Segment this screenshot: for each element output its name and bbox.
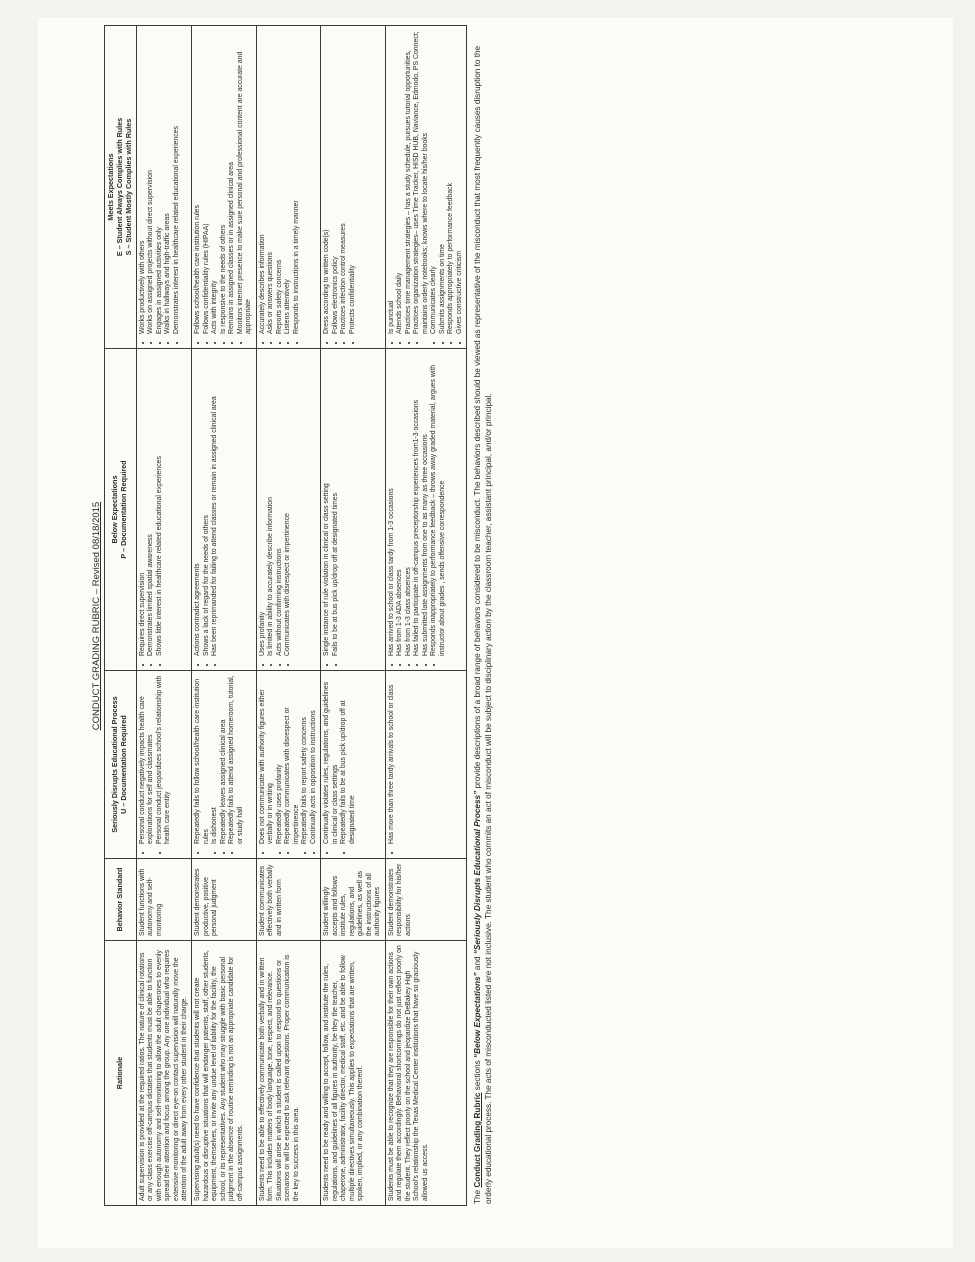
list-item: • Follows electronics policy xyxy=(332,30,340,334)
list-item: • Practices time management strategies – has a study schedule, pursues tutorial opportunities, xyxy=(405,30,413,334)
list-item: • Demonstrates limited spatial awareness xyxy=(147,353,155,656)
list-item: • Accurately describes information xyxy=(259,30,267,334)
table-row xyxy=(256,26,320,1206)
list-item: • Requires direct supervision xyxy=(139,353,147,656)
header-m-sub1: E – Student Always Complies with Rules xyxy=(114,117,124,257)
list-item: • Has more than three tardy arrivals to school or class xyxy=(388,675,396,844)
below-expectations-cell xyxy=(136,349,192,671)
header-row xyxy=(105,26,137,1206)
list-item: • Monitors internet presence to make sure personal and professional content are accurate and appropriate xyxy=(237,30,254,334)
list-item: • Continually acts in opposition to instructions xyxy=(310,675,318,844)
below-expectations-list xyxy=(194,353,219,666)
footer-note xyxy=(473,26,494,1206)
meets-expectations-list xyxy=(259,30,301,344)
list-item: • Repeatedly leaves assigned clinical area xyxy=(220,675,228,844)
below-expectations-list xyxy=(259,353,293,666)
rationale-cell: Students need to be ready and willing to accept, follow, and institute the rules, regulations, and guidelines of all figures in authority, be they the teacher, chaperone, administrator, facility director, medical staff, etc. and be able to follow multiple directives simultaneously. This applies to expectations that are written, spoken, implied, or any combination thereof. xyxy=(321,941,385,1206)
list-item: • Uses profanity xyxy=(259,353,267,656)
document-title: CONDUCT GRADING RUBRIC – Revised 08/18/2015 xyxy=(91,501,102,731)
header-u-sub: U – Documentation Required xyxy=(119,715,129,814)
header-seriously-disrupts xyxy=(105,671,137,859)
list-item: • Fails to be at bus pick up/drop off at designated times xyxy=(332,353,340,656)
header-rationale: Rationale xyxy=(105,941,137,1206)
list-item: • Repeatedly fails to attend assigned homeroom, tutorial, or study hall xyxy=(228,675,245,844)
list-item: • Single instance of rule violation in clinical or class setting xyxy=(323,353,331,656)
list-item: • Responds inappropriately to performance feedback – throws away graded material, argues with instructor about grades , sends offensive correspondence xyxy=(430,353,447,656)
list-item: • Has from 1-3 class absences xyxy=(405,353,413,656)
rationale-cell: Students must be able to recognize that they are responsible for their own actions and regulate them accordingly. Behavioral shortcomings do not just reflect poorly on the student. They reflect poorly on the school and jeopardize DeBakey High School's relationship the Texas Medical Center institutions that have so graciously allowed us access. xyxy=(385,941,466,1206)
table-row xyxy=(192,26,256,1206)
list-item: • Continually violates rules, regulations, and guidelines in clinical or class settings xyxy=(323,675,340,844)
seriously-disrupts-list xyxy=(388,675,396,854)
list-item: • Dress according to written code(s) xyxy=(323,30,331,334)
list-item: • Shows little interest in healthcare related educational experiences xyxy=(156,353,164,656)
header-u-title: Seriously Disrupts Educational Process xyxy=(110,696,120,833)
behavior-standard-cell: Student demonstrates responsibility for his/her actions xyxy=(385,859,466,941)
footer-mid1: sections xyxy=(473,1057,483,1093)
list-item: • Reports safety concerns xyxy=(276,30,284,334)
header-p-title: Below Expectations xyxy=(110,475,120,544)
rubric-body xyxy=(136,26,466,1206)
meets-expectations-cell xyxy=(256,26,320,349)
list-item: • Is dishonest xyxy=(211,675,219,844)
list-item: • Works productively with others xyxy=(139,30,147,334)
meets-expectations-cell xyxy=(321,26,385,349)
list-item: • Is limited in ability to accurately describe information xyxy=(267,353,275,656)
list-item: • Responds to instructions in a timely manner xyxy=(293,30,301,334)
list-item: • Repeatedly communicates with disrespect or impertinence xyxy=(284,675,301,844)
rationale-cell: Students need to be able to effectively communicate both verbally and in written form. This includes matters of body language, tone, respect, and relevance. Situations will arise in which a student is called upon to respond to questions or scenarios or will be expected to ask relevant questions. Proper communication is the key to success in this area. xyxy=(256,941,320,1206)
behavior-standard-cell: Student willingly accepts and follows institute rules, regulations, and guidelines, as well as the instructions of all authority figures xyxy=(321,859,385,941)
below-expectations-list xyxy=(139,353,164,666)
list-item: • Demonstrates interest in healthcare related educational experiences xyxy=(173,30,181,334)
seriously-disrupts-list xyxy=(323,675,357,854)
below-expectations-cell xyxy=(256,349,320,671)
list-item: • Repeatedly fails to report safety concerns xyxy=(301,675,309,844)
list-item: • Works on assigned projects without direct supervision xyxy=(147,30,155,334)
list-item: • Repeatedly fails to follow school/health care institution rules xyxy=(194,675,211,844)
seriously-disrupts-list xyxy=(139,675,173,854)
list-item: • Walks in hallways and high-traffic areas xyxy=(164,30,172,334)
list-item: • Acts with integrity xyxy=(211,30,219,334)
seriously-disrupts-cell xyxy=(256,671,320,859)
table-row xyxy=(136,26,192,1206)
header-m-sub2: S – Student Mostly Complies with Rules xyxy=(123,118,133,256)
behavior-standard-cell: Student demonstrates productive, positive personal judgment xyxy=(192,859,256,941)
footer-pre: The xyxy=(473,1187,483,1204)
meets-expectations-list xyxy=(194,30,253,344)
rationale-cell: Supervising adult(s) need to have confidence that students will not create hazardous or disruptive situations that will endanger patients, staff, other students, equipment, themselves, or invite any undue level of liability for the facility, the school, or its representatives. Any student who may struggle with basic personal judgment in the absence of routine reminding is not an appropriate candidate for off-campus assignments. xyxy=(192,941,256,1206)
seriously-disrupts-cell xyxy=(136,671,192,859)
list-item: • Remains in assigned classes or in assigned clinical area xyxy=(228,30,236,334)
seriously-disrupts-cell xyxy=(321,671,385,859)
list-item: • Acts without confirming instructions xyxy=(276,353,284,656)
footer-mid2: and xyxy=(473,954,483,973)
list-item: • Practices infection control measures xyxy=(340,30,348,334)
list-item: • Personal conduct jeopardizes school's relationship with health care entity xyxy=(156,675,173,844)
meets-expectations-list xyxy=(388,30,464,344)
list-item: • Has failed to participate in off-campus preceptorship experiences from1-3 occasions xyxy=(413,353,421,656)
list-item: • Personal conduct negatively impacts health care explorations for self and classmates xyxy=(139,675,156,844)
list-item: • Has arrived to school or class tardy from 1-3 occasions xyxy=(388,353,396,656)
footer-below-name: “Below Expectations” xyxy=(473,972,483,1058)
meets-expectations-cell xyxy=(192,26,256,349)
table-row xyxy=(321,26,385,1206)
list-item: • Follows school/health care institution rules xyxy=(194,30,202,334)
meets-expectations-list xyxy=(139,30,181,344)
behavior-standard-cell: Student functions with autonomy and self-monitoring xyxy=(136,859,192,941)
list-item: • Repeatedly uses profanity xyxy=(276,675,284,844)
seriously-disrupts-list xyxy=(194,675,245,854)
list-item: • Is responsive to the needs of others xyxy=(220,30,228,334)
list-item: • Communicates with disrespect or impertinence xyxy=(284,353,292,656)
below-expectations-list xyxy=(323,353,340,666)
list-item: • Communicates clearly xyxy=(430,30,438,334)
below-expectations-list xyxy=(388,353,447,666)
list-item: • Practices organization strategies– uses Time Tracker, HISD HUB, Naviance, Edmodo, PS Connect; maintains orderly notebooks; knows where to locate his/her books xyxy=(413,30,430,334)
list-item: • Repeatedly fails to be at bus pick up/drop off at designated time xyxy=(340,675,357,844)
list-item: • Has been reprimanded for failing to attend classes or remain in assigned clinical area xyxy=(211,353,219,656)
list-item: • Gives constructive criticism xyxy=(456,30,464,334)
seriously-disrupts-cell xyxy=(192,671,256,859)
list-item: • Listens attentively xyxy=(284,30,292,334)
behavior-standard-cell: Student communicates effectively both verbally and in written form xyxy=(256,859,320,941)
footer-disrupts-name: “Seriously Disrupts Educational Process” xyxy=(473,790,483,955)
list-item: • Attends school daily xyxy=(396,30,404,334)
rubric-table xyxy=(104,25,467,1206)
scanned-page xyxy=(38,18,953,1248)
list-item: • Follows confidentiality rules (HIPAA) xyxy=(203,30,211,334)
below-expectations-cell xyxy=(321,349,385,671)
seriously-disrupts-list xyxy=(259,675,318,854)
rationale-cell: Adult supervision is provided at the required ratios. The nature of clinical rotations or any class exercise off-campus dictates that students must be able to function with enough autonomy and self-monitoring to allow the adult chaperones to evenly spread their attention and focus among the group. Any one individual who requires extensive monitoring or direct eye-on contact supervision will naturally move the attention of the adult away from every other student in their charge. xyxy=(136,941,192,1206)
below-expectations-cell xyxy=(385,349,466,671)
footer-rubric-name: Conduct Grading Rubric xyxy=(473,1092,483,1188)
meets-expectations-cell xyxy=(385,26,466,349)
header-p-sub: P – Documentation Required xyxy=(119,460,129,559)
list-item: • Asks or answers questions xyxy=(267,30,275,334)
list-item: • Submits assignments on time xyxy=(439,30,447,334)
list-item: • Engages in assigned activities only xyxy=(156,30,164,334)
footer-post: provide descriptions of a broad range of behaviors considered to be misconduct. The behaviors described should be viewed as representative of the misconduct that most frequently causes disruption to the orderly educational process. The acts of misconducted listed are not inclusive. The student who commits an act of misconduct will be subject to disciplinary action by the classroom teacher, assistant principal, and/or principal. xyxy=(473,45,493,1204)
header-behavior-standard: Behavior Standard xyxy=(105,859,137,941)
meets-expectations-list xyxy=(323,30,357,344)
rotated-rubric-content xyxy=(90,26,780,1206)
header-below-expectations xyxy=(105,349,137,671)
header-meets-expectations xyxy=(105,26,137,349)
header-m-title: Meets Expectations xyxy=(106,153,115,221)
list-item: • Shows a lack of regard for the needs of others xyxy=(203,353,211,656)
seriously-disrupts-cell xyxy=(385,671,466,859)
list-item: • Actions contradict agreements xyxy=(194,353,202,656)
list-item: • Has from 1-3 ADA absences xyxy=(396,353,404,656)
list-item: • Responds appropriately to performance feedback xyxy=(447,30,455,334)
below-expectations-cell xyxy=(192,349,256,671)
list-item: • Does not communicate with authority figures either verbally or in writing xyxy=(259,675,276,844)
list-item: • Has submitted late assignments from one to as many as three occasions xyxy=(422,353,430,656)
list-item: • Is punctual xyxy=(388,30,396,334)
list-item: • Protects confidentiality xyxy=(349,30,357,334)
table-row xyxy=(385,26,466,1206)
meets-expectations-cell xyxy=(136,26,192,349)
